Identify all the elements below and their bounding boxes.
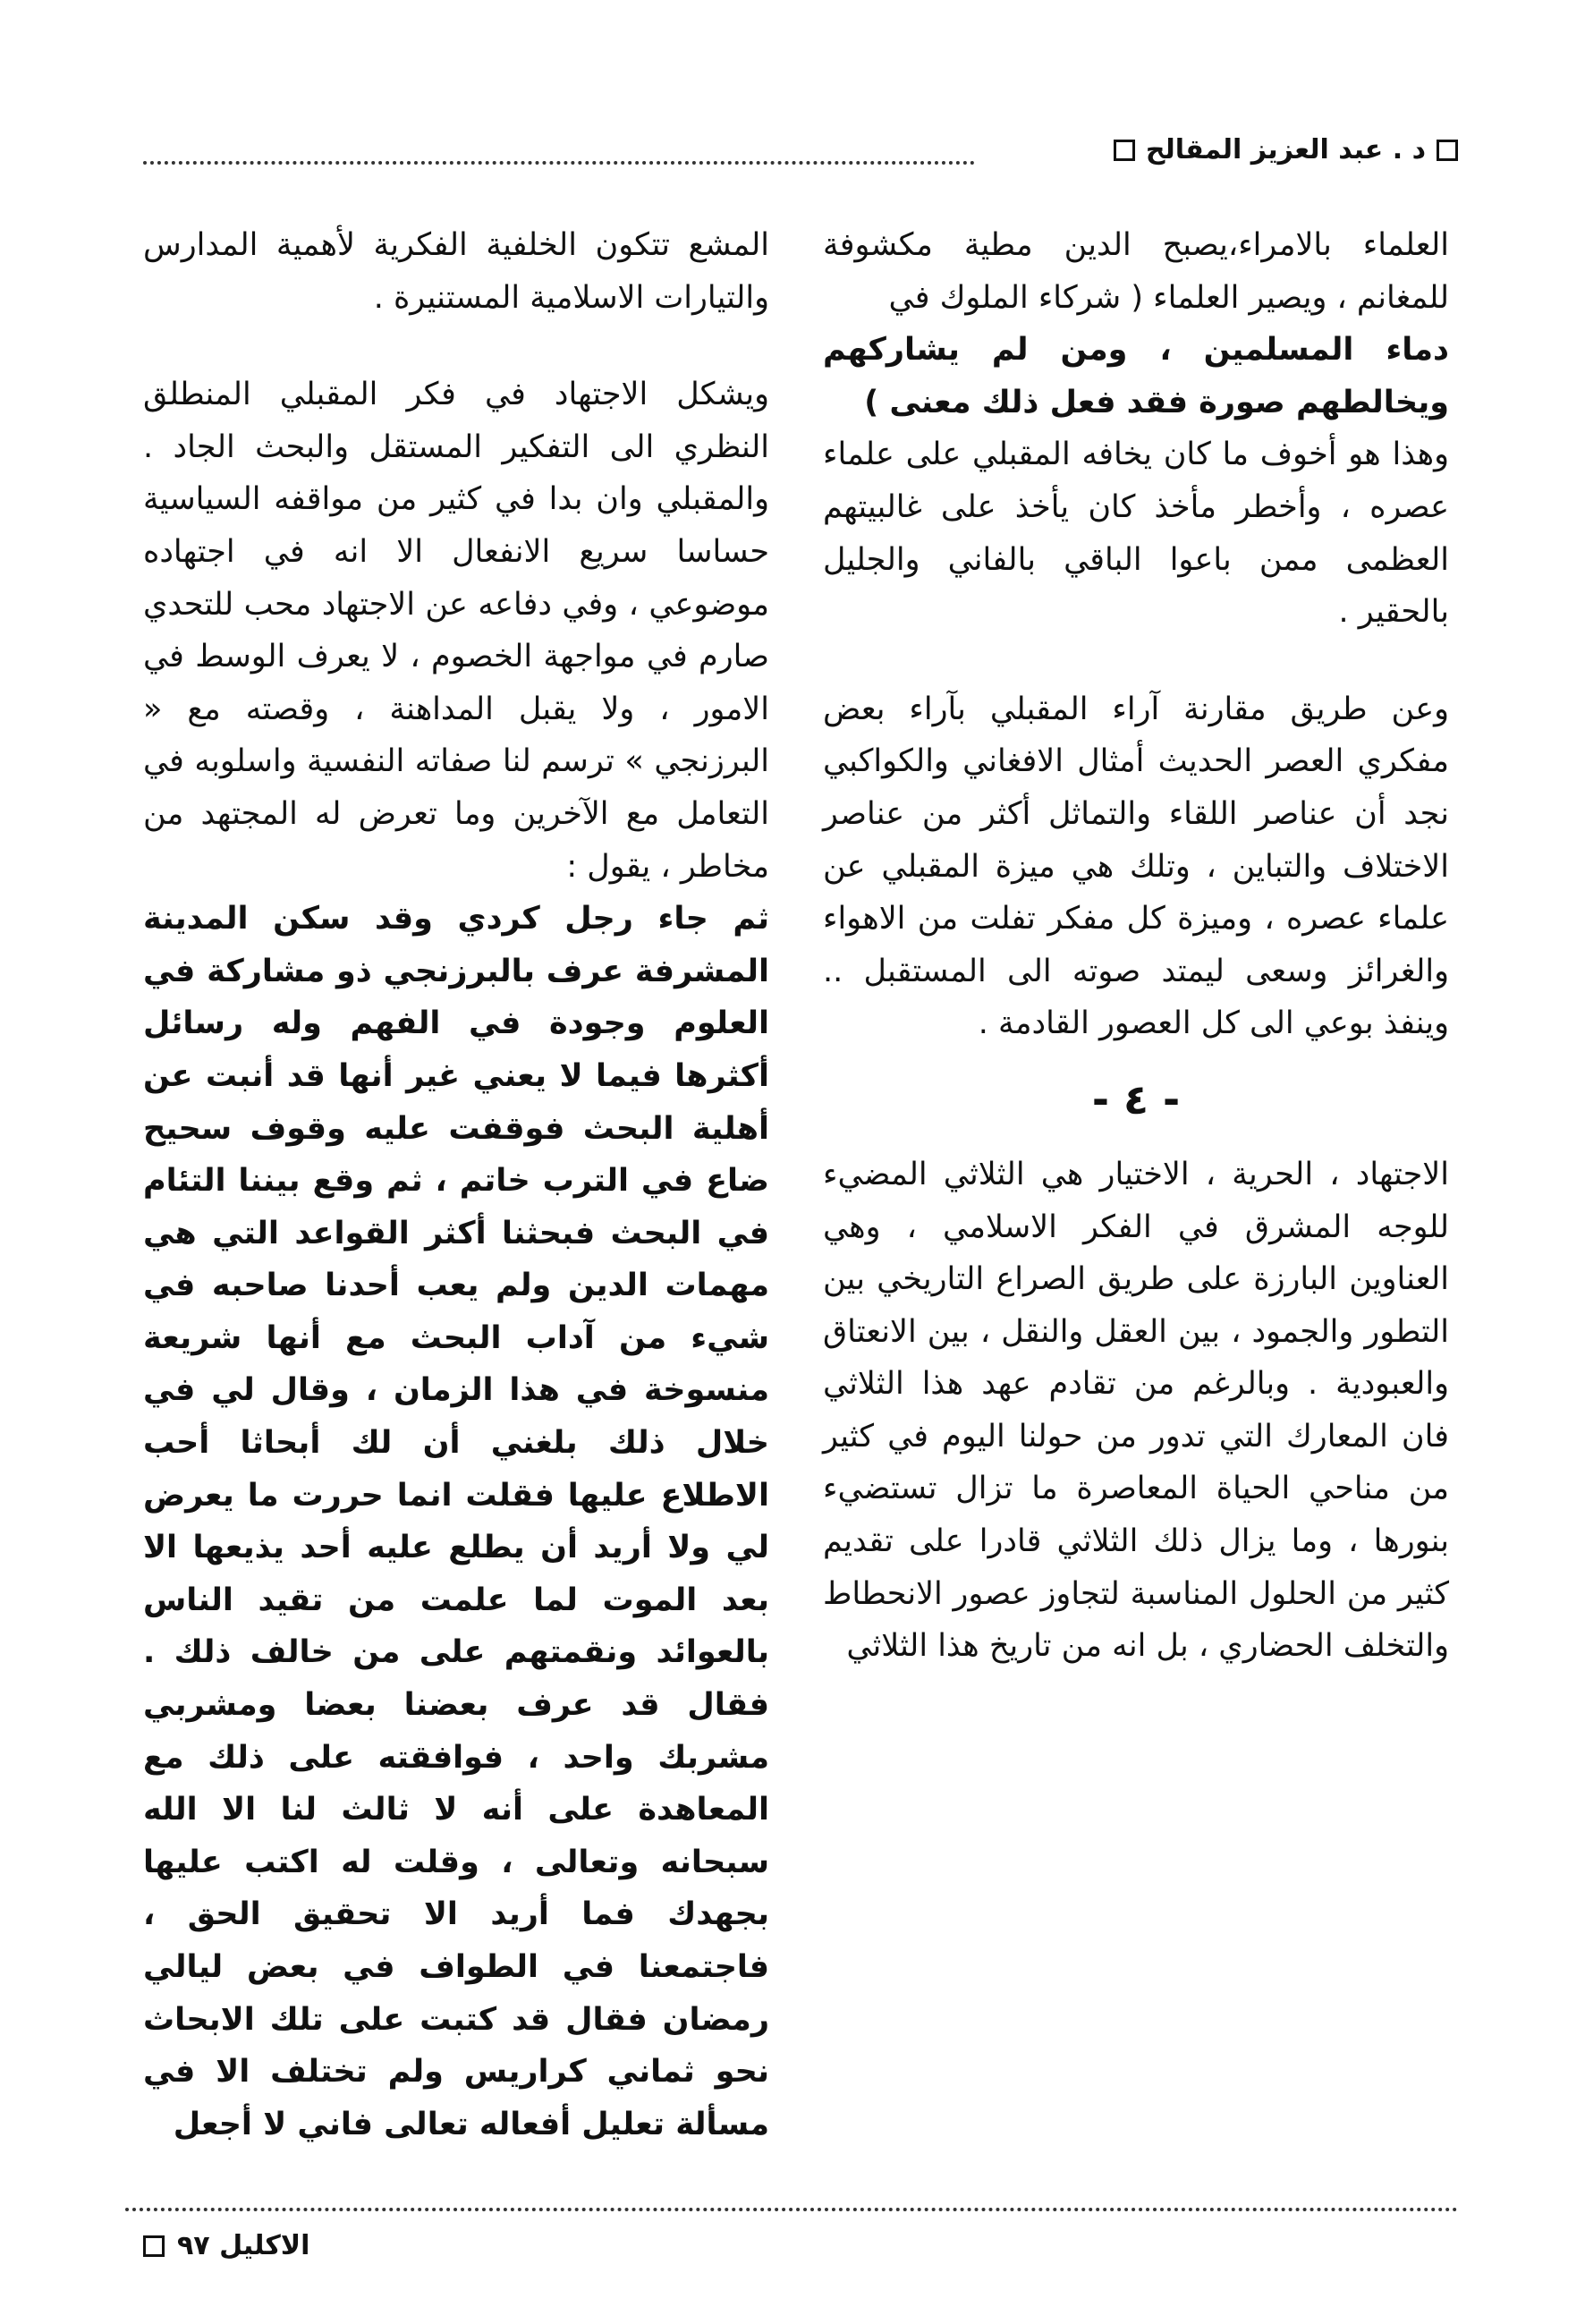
magazine-name-page-number: الاكليل ٩٧ (177, 2230, 310, 2261)
square-bullet-icon (1437, 140, 1458, 161)
left-column (143, 219, 769, 2150)
paragraph: الاجتهاد ، الحرية ، الاختيار هي الثلاثي المضيء للوجه المشرق في الفكر الاسلامي ، وهي العناوين البارزة على طريق الصراع التاريخي بين التطور والجمود ، بين العقل والنقل ، بين الانعتاق والعبودية . وبالرغم من تقادم عهد هذا الثلاثي فان المعارك التي تدور من حولنا اليوم في كثير من مناحي الحياة المعاصرة ما تزال تستضيء بنورها ، وما يزال ذلك الثلاثي قادرا على تقديم كثير من الحلول المناسبة لتجاوز عصور الانحطاط والتخلف الحضاري ، بل انه من تاريخ هذا الثلاثي (823, 1156, 1449, 1665)
paragraph: العلماء بالامراء،يصبح الدين مطية مكشوفة للمغانم ، ويصير العلماء ( شركاء الملوك في (823, 227, 1449, 316)
right-column (823, 219, 1449, 1673)
running-head (1114, 134, 1458, 165)
paragraph: المشع تتكون الخلفية الفكرية لأهمية المدارس والتيارات الاسلامية المستنيرة . (143, 227, 769, 316)
paragraph: وعن طريق مقارنة آراء المقبلي بآراء بعض مفكري العصر الحديث أمثال الافغاني والكواكبي نجد أن عناصر اللقاء والتماثل أكثر من عناصر الاختلاف والتباين ، وتلك هي ميزة المقبلي عن علماء عصره ، وميزة كل مفكر تفلت من الاهواء والغرائز وسعى ليمتد صوته الى المستقبل .. وينفذ بوعي الى كل العصور القادمة . (823, 691, 1449, 1042)
quote-emphasis: دماء المسلمين ، ومن لم يشاركهم ويخالطهم صورة فقد فعل ذلك معنى ) (823, 332, 1449, 420)
paragraph: ويشكل الاجتهاد في فكر المقبلي المنطلق النظري الى التفكير المستقل والبحث الجاد . والمقبلي وان بدا في كثير من مواقفه السياسية حساسا سريع الانفعال الا انه في اجتهاده موضوعي ، وفي دفاعه عن الاجتهاد محب للتحدي صارم في مواجهة الخصوم ، لا يعرف الوسط في الامور ، ولا يقبل المداهنة ، وقصته مع « البرزنجي » ترسم لنا صفاته النفسية واسلوبه في التعامل مع الآخرين وما تعرض له المجتهد من مخاطر ، يقول : (143, 377, 769, 885)
header-dotted-rule (143, 161, 975, 165)
paragraph: وهذا هو أخوف ما كان يخافه المقبلي على علماء عصره ، وأخطر مأخذ كان يأخذ على غالبيتهم العظمى ممن باعوا الباقي بالفاني والجليل بالحقير . (823, 437, 1449, 631)
footer-dotted-rule (125, 2208, 1458, 2211)
page-header (143, 134, 1458, 179)
author-name: د . عبد العزيز المقالح (1145, 134, 1426, 165)
quotation: ثم جاء رجل كردي وقد سكن المدينة المشرفة عرف بالبرزنجي ذو مشاركة في العلوم وجودة في الفهم وله رسائل أكثرها فيما لا يعني غير أنها قد أنبت عن أهلية البحث فوقفت عليه وقوف سحيح ضاع في الترب خاتم ، ثم وقع بيننا التئام في البحث فبحثنا أكثر القواعد التي هي مهمات الدين ولم يعب أحدنا صاحبه في شيء من آداب البحث مع أنها شريعة منسوخة في هذا الزمان ، وقال لي في خلال ذلك بلغني أن لك أبحاثا أحب الاطلاع عليها فقلت انما حررت ما يعرض لي ولا أريد أن يطلع عليه أحد يذيعها الا بعد الموت لما علمت من تقيد الناس بالعوائد ونقمتهم على من خالف ذلك . فقال قد عرف بعضنا بعضا ومشربي مشربك واحد ، فوافقته على ذلك مع المعاهدة على أنه لا ثالث لنا الا الله سبحانه وتعالى ، وقلت له اكتب عليها بجهدك فما أريد الا تحقيق الحق ، فاجتمعنا في الطواف في بعض ليالي رمضان فقال قد كتبت على تلك الابحاث نحو ثماني كراريس ولم تختلف الا في مسألة تعليل أفعاله تعالى فاني لا أجعل (143, 901, 769, 2142)
section-number: - ٤ - (1091, 1074, 1181, 1124)
footer-label (143, 2230, 309, 2261)
square-bullet-icon (143, 2235, 165, 2257)
square-bullet-icon (1114, 140, 1135, 161)
page-footer (125, 2208, 1458, 2279)
